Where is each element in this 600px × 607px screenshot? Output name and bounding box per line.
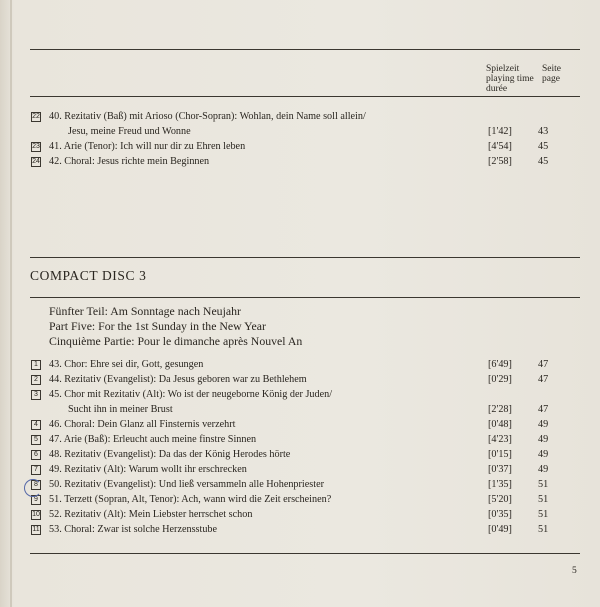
track-page: 49	[538, 449, 549, 460]
track-row	[0, 388, 600, 402]
track-page: 47	[538, 359, 549, 370]
track-page: 49	[538, 464, 549, 475]
track-duration: [0'49]	[488, 524, 512, 535]
page-header	[542, 64, 561, 84]
track-title: 51. Terzett (Sopran, Alt, Tenor): Ach, wann wird die Zeit erscheinen?	[49, 494, 332, 505]
pen-circle-mark	[24, 479, 42, 497]
track-duration: [6'49]	[488, 359, 512, 370]
track-row	[0, 418, 600, 432]
track-row	[0, 110, 600, 124]
track-title: 40. Rezitativ (Baß) mit Arioso (Chor-Sopran): Wohlan, dein Name soll allein/	[49, 111, 366, 122]
track-row	[0, 155, 600, 169]
track-row	[0, 463, 600, 477]
track-duration: [0'48]	[488, 419, 512, 430]
track-title: Jesu, meine Freud und Wonne	[68, 126, 191, 137]
track-page: 45	[538, 156, 549, 167]
track-title: 47. Arie (Baß): Erleucht auch meine finstre Sinnen	[49, 434, 257, 445]
track-page: 45	[538, 141, 549, 152]
track-number-box: 7	[31, 465, 41, 475]
track-title: 46. Choral: Dein Glanz all Finsternis verzehrt	[49, 419, 236, 430]
page-label-de: Seite	[542, 64, 561, 74]
track-title: 48. Rezitativ (Evangelist): Da das der König Herodes hörte	[49, 449, 291, 460]
part-title-de: Fünfter Teil: Am Sonntage nach Neujahr	[49, 304, 241, 318]
track-title: 50. Rezitativ (Evangelist): Und ließ versammeln alle Hohenpriester	[49, 479, 324, 490]
track-page: 43	[538, 126, 549, 137]
playing-time-header	[486, 64, 534, 94]
part-title-fr: Cinquième Partie: Pour le dimanche après Nouvel An	[49, 334, 303, 348]
track-row	[0, 478, 600, 492]
track-title: 52. Rezitativ (Alt): Mein Liebster herrschet schon	[49, 509, 253, 520]
track-row	[0, 493, 600, 507]
disc3-title-rule	[30, 297, 580, 298]
track-page: 51	[538, 509, 549, 520]
page-label-en: page	[542, 74, 560, 84]
track-duration: [5'20]	[488, 494, 512, 505]
track-number-box: 22	[32, 113, 40, 120]
track-duration: [0'29]	[488, 374, 512, 385]
track-title: 43. Chor: Ehre sei dir, Gott, gesungen	[49, 359, 204, 370]
track-number-box: 2	[31, 375, 41, 385]
track-number-box: 1	[31, 360, 41, 370]
track-page: 51	[538, 479, 549, 490]
bottom-rule	[30, 553, 580, 554]
playing-time-label-fr: durée	[486, 84, 508, 94]
track-duration: [0'15]	[488, 449, 512, 460]
track-number-box: 5	[31, 435, 41, 445]
track-number-box: 23	[32, 143, 40, 150]
track-row	[0, 358, 600, 372]
track-duration: [4'54]	[488, 141, 512, 152]
track-row	[0, 508, 600, 522]
track-title: 42. Choral: Jesus richte mein Beginnen	[49, 156, 210, 167]
track-page: 49	[538, 434, 549, 445]
track-title: 41. Arie (Tenor): Ich will nur dir zu Ehren leben	[49, 141, 246, 152]
track-row	[0, 523, 600, 537]
track-number-box: 6	[31, 450, 41, 460]
track-number-box: 10	[32, 511, 40, 518]
track-row	[0, 433, 600, 447]
track-continuation-row	[0, 403, 600, 417]
track-page: 49	[538, 419, 549, 430]
part-title-en: Part Five: For the 1st Sunday in the New Year	[49, 319, 266, 333]
track-row	[0, 448, 600, 462]
track-number-box: 24	[32, 158, 40, 165]
playing-time-label-en: playing time	[486, 74, 534, 84]
track-title: 45. Chor mit Rezitativ (Alt): Wo ist der neugeborne König der Juden/	[49, 389, 333, 400]
track-page: 51	[538, 524, 549, 535]
track-duration: [0'37]	[488, 464, 512, 475]
top-rule	[30, 49, 580, 50]
track-continuation-row	[0, 125, 600, 139]
track-title: 44. Rezitativ (Evangelist): Da Jesus geboren war zu Bethlehem	[49, 374, 307, 385]
track-row	[0, 140, 600, 154]
track-title: 53. Choral: Zwar ist solche Herzensstube	[49, 524, 218, 535]
track-page: 47	[538, 404, 549, 415]
track-number-box: 8	[31, 480, 41, 490]
header-rule	[30, 96, 580, 97]
track-duration: [1'35]	[488, 479, 512, 490]
track-number-box: 11	[32, 526, 40, 533]
track-page: 51	[538, 494, 549, 505]
track-duration: [1'42]	[488, 126, 512, 137]
track-number-box: 4	[31, 420, 41, 430]
track-title: Sucht ihn in meiner Brust	[68, 404, 173, 415]
track-title: 49. Rezitativ (Alt): Warum wollt ihr erschrecken	[49, 464, 247, 475]
disc-title: COMPACT DISC 3	[30, 268, 147, 283]
track-duration: [2'58]	[488, 156, 512, 167]
disc3-top-rule	[30, 257, 580, 258]
track-row	[0, 373, 600, 387]
track-duration: [4'23]	[488, 434, 512, 445]
track-duration: [2'28]	[488, 404, 512, 415]
playing-time-label-de: Spielzeit	[486, 64, 520, 74]
track-number-box: 3	[31, 390, 41, 400]
track-page: 47	[538, 374, 549, 385]
track-duration: [0'35]	[488, 509, 512, 520]
page-number: 5	[572, 566, 577, 576]
track-number-box: 9	[31, 495, 41, 505]
